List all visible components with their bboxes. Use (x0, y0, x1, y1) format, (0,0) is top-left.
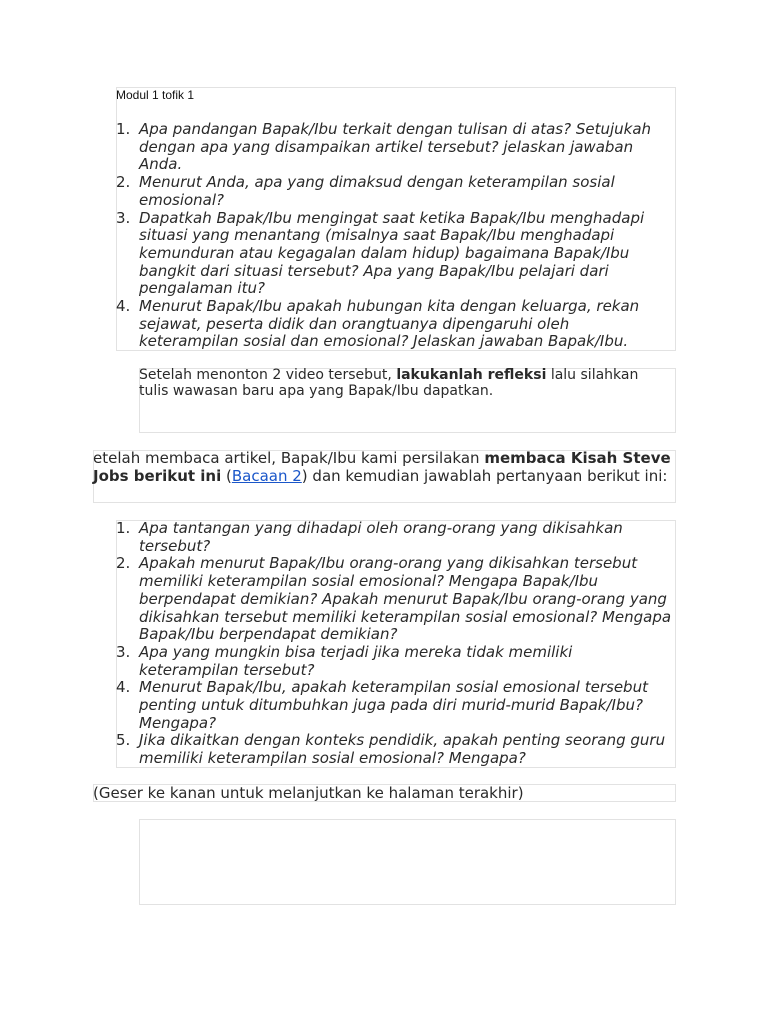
bacaan-2-link[interactable]: Bacaan 2 (231, 466, 302, 485)
question-text: Jika dikaitkan dengan konteks pendidik, apakah penting seorang guru memiliki keterampilan sosial emosional? Mengapa? (139, 731, 666, 768)
list-item (116, 298, 672, 351)
article-text-before: etelah membaca artikel, Bapak/Ibu kami persilakan (93, 449, 485, 467)
list-number: 1. (116, 519, 131, 537)
question-text: Apakah menurut Bapak/Ibu orang-orang yang dikisahkan tersebut memiliki keterampilan sosial emosional? Mengapa Bapak/Ibu berpendapat demikian? Apakah menurut Bapak/Ibu orang-orang yang dikisahkan tersebut memiliki keterampilan sosial emosional? Mengapa Bapak/Ibu berpendapat demikian? (139, 554, 672, 644)
question-text: Menurut Bapak/Ibu apakah hubungan kita dengan keluarga, rekan sejawat, peserta didik dan orangtuanya dipengaruhi oleh keterampilan sosial dan emosional? Jelaskan jawaban Bapak/Ibu. (139, 297, 640, 351)
reflection-paragraph (139, 368, 669, 399)
list-item (116, 644, 672, 679)
reflection-text-after: lalu silahkan tulis wawasan baru apa yang Bapak/Ibu dapatkan. (139, 367, 639, 399)
list-item (116, 121, 672, 174)
swipe-hint: (Geser ke kanan untuk melanjutkan ke halaman terakhir) (93, 784, 524, 802)
question-text: Apa pandangan Bapak/Ibu terkait dengan tulisan di atas? Setujukah dengan apa yang disampaikan artikel tersebut? jelaskan jawaban Anda. (139, 120, 652, 174)
article-paren-open: ( (221, 466, 232, 485)
article-text-bold: membaca Kisah Steve Jobs berikut ini (93, 449, 671, 485)
list-number: 2. (116, 173, 131, 192)
question-list-1 (116, 121, 672, 351)
reflection-text-bold: lakukanlah refleksi (396, 367, 547, 383)
answer-box (139, 819, 676, 905)
list-number: 5. (116, 731, 131, 750)
question-text: Menurut Anda, apa yang dimaksud dengan keterampilan sosial emosional? (139, 173, 615, 209)
list-number: 3. (116, 208, 131, 227)
question-text: Menurut Bapak/Ibu, apakah keterampilan sosial emosional tersebut penting untuk ditumbuhkan juga pada diri murid-murid Bapak/Ibu? Mengapa? (139, 678, 648, 732)
reflection-text-before: Setelah menonton 2 video tersebut, (139, 367, 397, 383)
question-text: Apa tantangan yang dihadapi oleh orang-orang yang dikisahkan tersebut? (139, 519, 623, 555)
list-item (116, 210, 672, 299)
list-item (116, 679, 672, 732)
article-paragraph (93, 450, 673, 485)
list-item (116, 555, 672, 644)
list-number: 3. (116, 642, 131, 661)
question-text: Apa yang mungkin bisa terjadi jika mereka tidak memiliki keterampilan tersebut? (139, 642, 573, 679)
article-text-after: ) dan kemudian jawablah pertanyaan berikut ini: (301, 466, 668, 485)
question-list-2 (116, 520, 672, 768)
question-text: Dapatkah Bapak/Ibu mengingat saat ketika Bapak/Ibu menghadapi situasi yang menantang (misalnya saat Bapak/Ibu menghadapi kemunduran atau kegagalan dalam hidup) bagaimana Bapak/Ibu bangkit dari situasi tersebut? Apa yang Bapak/Ibu pelajari dari pengalaman itu? (139, 208, 645, 298)
list-number: 4. (116, 678, 131, 697)
list-number: 4. (116, 297, 131, 316)
list-item (116, 732, 672, 767)
document-title: Modul 1 tofik 1 (116, 88, 195, 102)
list-item (116, 174, 672, 209)
list-item (116, 520, 672, 555)
list-number: 1. (116, 120, 131, 138)
list-number: 2. (116, 554, 131, 573)
